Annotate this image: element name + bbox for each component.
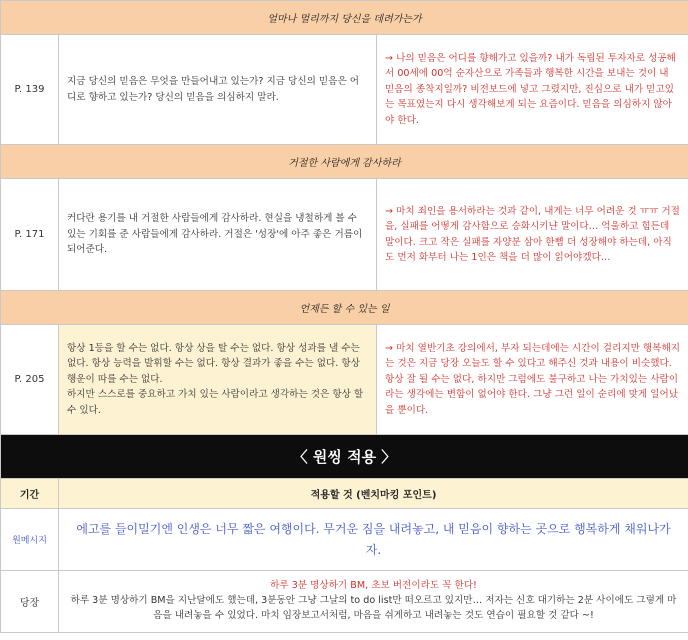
banner-row xyxy=(1,435,688,479)
one-message-label: 원메시지 xyxy=(1,509,59,571)
reflection-note: → 나의 믿음은 어디를 향해가고 있을까? 내가 독립된 투자자로 성공해서 00세에 00억 순자산으로 가족들과 행복한 시간을 보내는 것이 내 믿음의 종착지일까? 비전보드에 넣고 그렸지만, 진심으로 내가 믿고있는 목표였는지 다시 생각해보게 되는 요즘이다. 믿음을 의심하지 않아야 한다. xyxy=(377,35,688,145)
one-message-text: 에고를 들이밀기엔 인생은 너무 짧은 여행이다. 무거운 짐을 내려놓고, 내 믿음이 향하는 곳으로 행복하게 채워나가자. xyxy=(59,509,688,571)
oneThing-banner: 〈 원씽 적용 〉 xyxy=(1,435,688,479)
section-heading-row xyxy=(1,291,688,325)
quote-text: 지금 당신의 믿음은 무엇을 만들어내고 있는가? 지금 당신의 믿음은 어디로 향하고 있는가? 당신의 믿음을 의심하지 말라. xyxy=(59,35,377,145)
table-row xyxy=(1,35,688,145)
period-header: 기간 xyxy=(1,479,59,509)
section-heading-row xyxy=(1,1,688,35)
now-action xyxy=(59,571,688,633)
quote-text: 커다란 용기를 내 거절한 사람들에게 감사하라. 현실을 냉철하게 볼 수 있는 기회를 준 사람들에게 감사하라. 거절은 '성장'에 아주 좋은 거름이 되어준다. xyxy=(59,179,377,291)
quote-text-part2: 하지만 스스로를 중요하고 가치 있는 사람이라고 생각하는 것은 항상 할 수 있다. xyxy=(67,389,364,416)
now-action-body: 하루 3분 명상하기 BM을 지난달에도 했는데, 3분동안 그냥 그날의 to do list만 떠오르고 있지만… 저자는 신호 대기하는 2분 사이에도 그렇게 마음을 내려놓을 수 있었다. 마치 임장보고서처럼, 마음을 쉬게하고 내려놓는 것도 연습이 필요할 것 같다 ~! xyxy=(70,595,677,621)
reflection-note: → 마치 열반기초 강의에서, 부자 되는데에는 시간이 걸리지만 행복해지는 것은 지금 당장 오늘도 할 수 있다고 해주신 것과 내용이 비슷했다. 항상 잘 될 수는 없다, 하지만 그럼에도 불구하고 나는 가치있는 사람이라는 생각에는 변함이 없어야 한다. 그냥 그런 일이 순리에 맞게 일어났을 뿐이다. xyxy=(377,325,688,435)
action-header: 적용할 것 (벤치마킹 포인트) xyxy=(59,479,688,509)
now-action-title: 하루 3분 명상하기 BM, 초보 버전이라도 꼭 한다! xyxy=(270,580,477,592)
section-heading: 얼마나 멀리까지 당신을 데려가는가 xyxy=(1,1,688,35)
table-row xyxy=(1,571,688,633)
reflection-note: → 마치 죄인을 용서하라는 것과 같이, 내게는 너무 어려운 것 ㅠㅠ 거절을, 실패를 어떻게 감사함으로 승화시키냔 말이다… 억울하고 힘든데 말이다. 크고 작은 실패를 자양분 삼아 한뼘 더 성장해야 하는데, 아직도 먼저 화부터 나는 1인은 책을 더 많이 읽어야겠다… xyxy=(377,179,688,291)
now-label: 당장 xyxy=(1,571,59,633)
quote-text-part1: 항상 1등을 할 수는 없다. 항상 상을 탈 수는 없다. 항상 성과를 낼 수는 없다. 항상 능력을 발휘할 수는 없다. 항상 결과가 좋을 수는 없다. 항상 행운이 따를 수는 없다. xyxy=(67,343,360,385)
header-row xyxy=(1,479,688,509)
section-heading: 언제든 할 수 있는 일 xyxy=(1,291,688,325)
page-number: P. 205 xyxy=(1,325,59,435)
table-row xyxy=(1,325,688,435)
table-row xyxy=(1,179,688,291)
quote-text xyxy=(59,325,377,435)
section-heading-row xyxy=(1,145,688,179)
page-number: P. 139 xyxy=(1,35,59,145)
page-number: P. 171 xyxy=(1,179,59,291)
section-heading: 거절한 사람에게 감사하라 xyxy=(1,145,688,179)
table-row xyxy=(1,509,688,571)
